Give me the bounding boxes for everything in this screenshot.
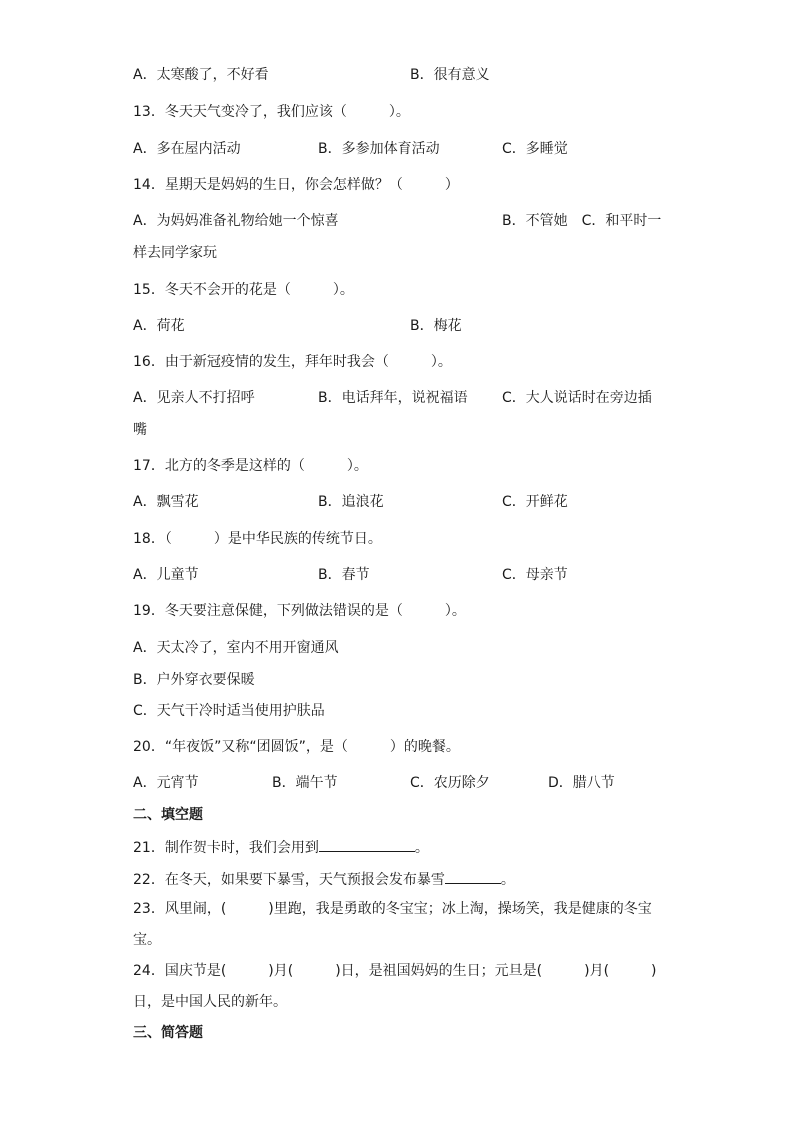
question-text: 17．北方的冬季是这样的（ ）。 [133, 458, 368, 474]
question-text: 18．（ ）是中华民族的传统节日。 [133, 531, 382, 547]
option-text: A．见亲人不打招呼 [133, 390, 255, 406]
option-text: D．腊八节 [548, 775, 615, 791]
option-text: 嘴 [133, 422, 147, 438]
option-text: C．多睡觉 [502, 141, 568, 157]
option-text: B．追浪花 [318, 494, 384, 510]
question-21 [133, 836, 429, 858]
option-text: C．开鲜花 [502, 494, 568, 510]
option-text: B．端午节 [272, 775, 338, 791]
option-text: C．母亲节 [502, 567, 568, 583]
option-text: B．多参加体育活动 [318, 141, 440, 157]
question-21-text: 21．制作贺卡时，我们会用到 [133, 840, 319, 856]
answer-blank[interactable] [319, 836, 415, 852]
option-text: A．为妈妈准备礼物给她一个惊喜 [133, 213, 339, 229]
question-text: 16．由于新冠疫情的发生，拜年时我会（ ）。 [133, 354, 452, 370]
option-text: A．儿童节 [133, 567, 199, 583]
option-text: B．户外穿衣要保暖 [133, 672, 255, 688]
option-text: B．春节 [318, 567, 370, 583]
answer-blank[interactable] [445, 868, 501, 884]
option-text: A．飘雪花 [133, 494, 199, 510]
option-text: 样去同学家玩 [133, 245, 217, 261]
question-text: 19．冬天要注意保健，下列做法错误的是（ ）。 [133, 603, 466, 619]
question-text: 14．星期天是妈妈的生日，你会怎样做？（ ） [133, 177, 459, 193]
section-title-short-answer: 三、简答题 [133, 1025, 203, 1041]
option-text: A．元宵节 [133, 775, 199, 791]
option-text: A．多在屋内活动 [133, 141, 241, 157]
question-text: 20．“年夜饭”又称“团圆饭”，是（ ）的晚餐。 [133, 739, 460, 755]
option-text: B．很有意义 [410, 67, 490, 83]
option-text: B．不管她 C．和平时一 [502, 213, 662, 229]
option-text: A．荷花 [133, 318, 185, 334]
question-24-line1: 24．国庆节是( )月( )日，是祖国妈妈的生日；元旦是( )月( ) [133, 963, 657, 979]
question-23-line1: 23．风里闹，( )里跑，我是勇敢的冬宝宝；冰上淘，操场笑，我是健康的冬宝 [133, 901, 652, 917]
option-text: B．梅花 [410, 318, 462, 334]
option-text: C．农历除夕 [410, 775, 490, 791]
question-text: 15．冬天不会开的花是（ ）。 [133, 282, 354, 298]
question-23-line2: 宝。 [133, 932, 161, 948]
section-title-fill-in: 二、填空题 [133, 807, 203, 823]
option-text: B．电话拜年，说祝福语 [318, 390, 468, 406]
question-text: 13．冬天天气变冷了，我们应该（ ）。 [133, 104, 410, 120]
option-text: C．天气干冷时适当使用护肤品 [133, 703, 325, 719]
option-text: A．天太冷了，室内不用开窗通风 [133, 640, 339, 656]
question-22 [133, 868, 515, 890]
question-24-line2: 日，是中国人民的新年。 [133, 994, 287, 1010]
question-22-end: 。 [500, 872, 515, 888]
question-21-end: 。 [414, 840, 429, 856]
question-22-text: 22．在冬天，如果要下暴雪，天气预报会发布暴雪 [133, 872, 445, 888]
option-text: C．大人说话时在旁边插 [502, 390, 652, 406]
option-text: A．太寒酸了，不好看 [133, 67, 269, 83]
